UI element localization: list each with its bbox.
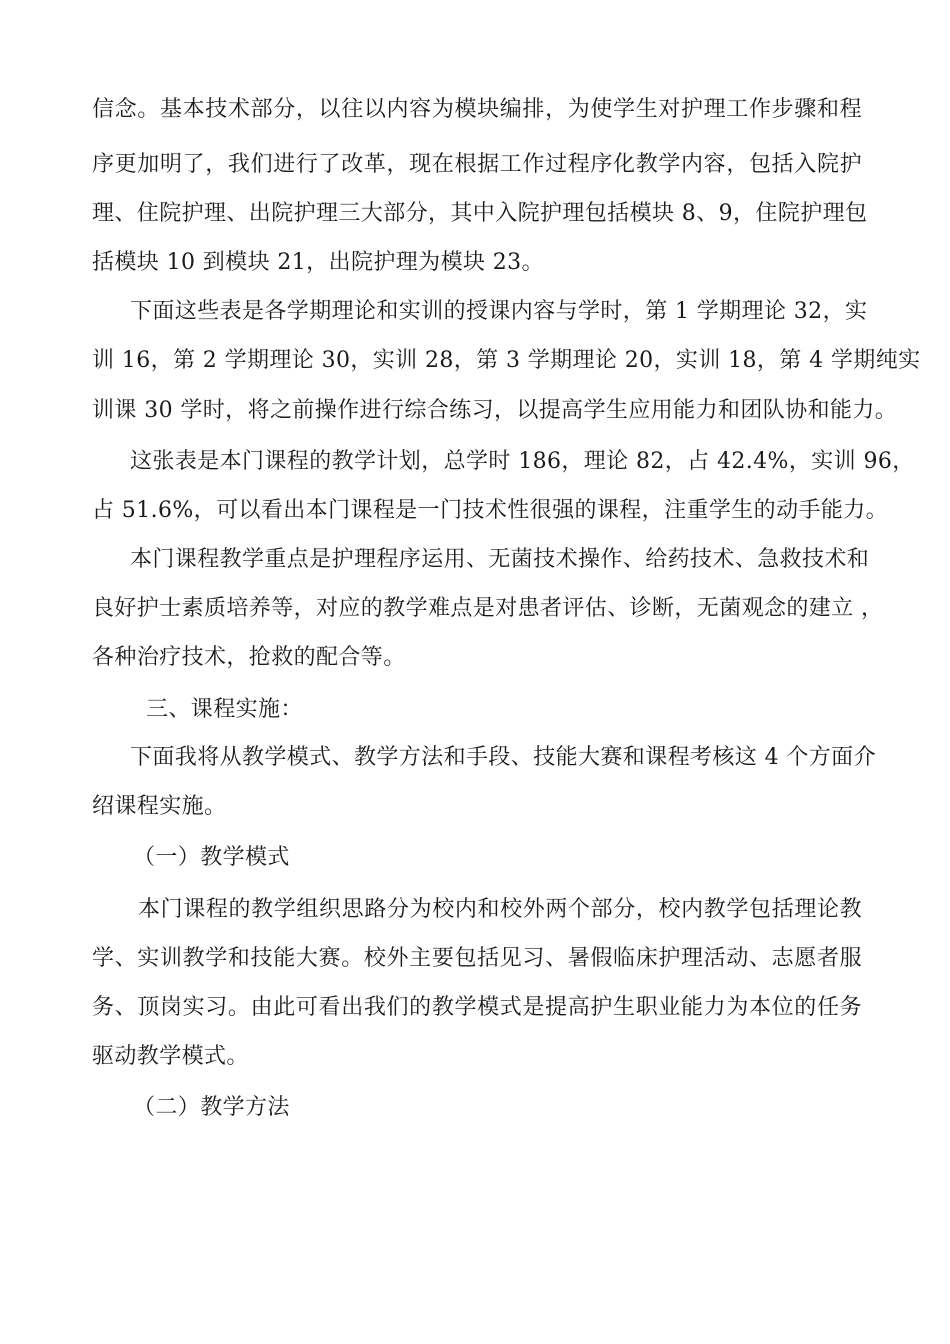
paragraph-6-line-3: 务、顶岗实习。由此可看出我们的教学模式是提高护生职业能力为本位的任务 (92, 995, 862, 1020)
paragraph-6-line-4: 驱动教学模式。 (92, 1044, 249, 1069)
paragraph-1-line-1: 信念。基本技术部分，以往以内容为模块编排，为使学生对护理工作步骤和程 (92, 97, 862, 122)
paragraph-4-line-2: 良好护士素质培养等，对应的教学难点是对患者评估、诊断，无菌观念的建立 ， (92, 596, 884, 621)
subheading-teaching-mode: （一）教学模式 (133, 845, 290, 870)
paragraph-1-line-2: 序更加明了，我们进行了改革，现在根据工作过程序化教学内容，包括入院护 (92, 152, 862, 177)
paragraph-2-line-1: 下面这些表是各学期理论和实训的授课内容与学时，第 1 学期理论 32，实 (130, 299, 868, 324)
paragraph-5-line-1: 下面我将从教学模式、教学方法和手段、技能大赛和课程考核这 4 个方面介 (130, 745, 876, 770)
paragraph-4-line-1: 本门课程教学重点是护理程序运用、无菌技术操作、给药技术、急救技术和 (130, 547, 870, 572)
paragraph-2-line-3: 训课 30 学时，将之前操作进行综合练习，以提高学生应用能力和团队协和能力。 (92, 398, 898, 423)
subheading-teaching-methods: （二）教学方法 (133, 1095, 290, 1120)
paragraph-5-line-2: 绍课程实施。 (92, 794, 227, 819)
paragraph-1-line-3: 理、住院护理、出院护理三大部分，其中入院护理包括模块 8、9，住院护理包 (92, 201, 868, 226)
paragraph-3-line-2: 占 51.6%，可以看出本门课程是一门技术性很强的课程，注重学生的动手能力。 (92, 498, 889, 523)
paragraph-6-line-2: 学、实训教学和技能大赛。校外主要包括见习、暑假临床护理活动、志愿者服 (92, 946, 862, 971)
paragraph-4-line-3: 各种治疗技术，抢救的配合等。 (92, 645, 406, 670)
paragraph-1-line-4: 括模块 10 到模块 21，出院护理为模块 23。 (92, 250, 544, 275)
paragraph-6-line-1: 本门课程的教学组织思路分为校内和校外两个部分，校内教学包括理论教 (138, 897, 862, 922)
section-heading-course-implementation: 三、课程实施： (146, 697, 303, 722)
paragraph-3-line-1: 这张表是本门课程的教学计划，总学时 186，理论 82，占 42.4%，实训 96， (130, 449, 915, 474)
paragraph-2-line-2: 训 16，第 2 学期理论 30，实训 28，第 3 学期理论 20，实训 18，第 4 学期纯实 (92, 348, 921, 373)
